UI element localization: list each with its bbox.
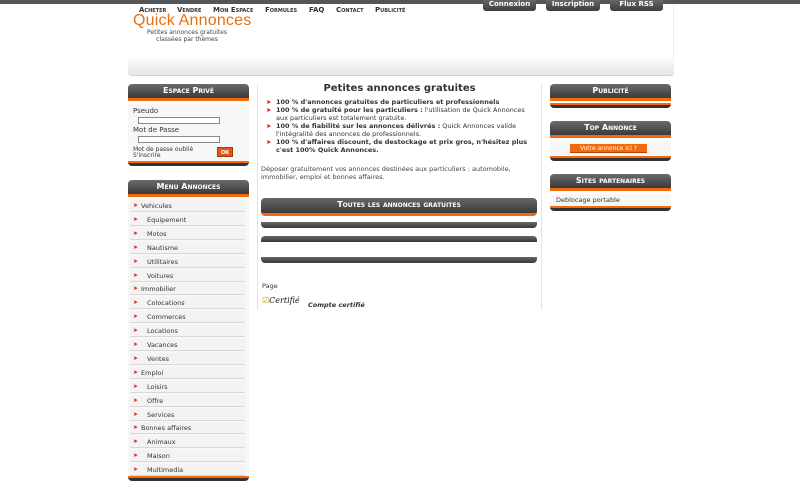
pseudo-label: Pseudo: [133, 107, 159, 115]
password-input[interactable]: [138, 136, 220, 143]
red-arrow-icon: ➤: [133, 215, 139, 223]
menu-item[interactable]: [130, 228, 245, 240]
nav-publicite[interactable]: Publicité: [375, 6, 406, 14]
menu-item-label: Ventes: [147, 354, 169, 363]
top-annonce-header: Top Annonce: [550, 121, 671, 138]
nav-acheter[interactable]: Acheter: [139, 6, 167, 14]
menu-item[interactable]: [130, 367, 245, 379]
promote-ad-button[interactable]: Votre annonce ici ?: [570, 144, 647, 153]
menu-item[interactable]: [130, 297, 245, 309]
menu-item-label: Motos: [147, 229, 167, 238]
menu-item[interactable]: [130, 409, 245, 421]
red-arrow-icon: ➤: [266, 122, 272, 130]
menu-item[interactable]: [130, 381, 245, 393]
menu-item-label: Immobilier: [141, 285, 176, 294]
menu-item-label: Animaux: [147, 438, 176, 447]
menu-item[interactable]: [130, 339, 245, 351]
inscription-link[interactable]: Inscription: [546, 0, 600, 11]
certified-account-label: Compte certifié: [308, 301, 365, 309]
red-arrow-icon: ➤: [133, 327, 139, 335]
top-annonce-footer: [550, 156, 671, 161]
menu-item[interactable]: [130, 270, 245, 282]
red-arrow-icon: ➤: [133, 257, 139, 265]
menu-item-label: Emploi: [141, 368, 164, 377]
menu-item-label: Bonnes affaires: [141, 424, 192, 433]
all-ads-title: Toutes les annonces gratuites: [337, 200, 461, 209]
menu-item-label: Colocations: [147, 299, 185, 308]
red-arrow-icon: ➤: [133, 313, 139, 321]
nav-faq[interactable]: FAQ: [309, 6, 325, 14]
menu-item-label: Offre: [147, 396, 164, 405]
menu-item[interactable]: [130, 283, 245, 295]
red-arrow-icon: ➤: [133, 202, 139, 209]
ads-list-footer: [261, 257, 537, 263]
login-ok-button[interactable]: OK: [217, 147, 233, 157]
menu-item[interactable]: [130, 422, 245, 434]
red-arrow-icon: ➤: [133, 438, 139, 446]
partners-header: Sites partenaires: [550, 174, 671, 191]
red-arrow-icon: ➤: [133, 341, 139, 348]
espace-prive-footer: [128, 161, 249, 166]
menu-item[interactable]: [130, 464, 245, 476]
bullet-text: Quick Annonces valide l'intégralité des annonces de professionnels.: [276, 122, 517, 138]
feature-bullet: [266, 107, 536, 122]
menu-annonces-footer: [128, 476, 249, 481]
tagline-line-2: classées par thèmes: [156, 36, 218, 43]
all-ads-header: [261, 198, 537, 216]
red-arrow-icon: ➤: [133, 410, 139, 418]
menu-item[interactable]: [130, 436, 245, 448]
nav-mon-espace[interactable]: Mon Espace: [213, 6, 254, 14]
menu-item-label: Locations: [147, 327, 178, 336]
red-arrow-icon: ➤: [133, 368, 139, 376]
menu-item-label: Utilitaires: [147, 257, 178, 266]
site-description: Déposer gratuitement vos annonces destinées aux particuliers : automobile, immobilier, emploi et bonnes affaires.: [261, 165, 511, 181]
publicite-header: Publicité: [550, 84, 671, 101]
rss-link[interactable]: Flux RSS: [610, 0, 663, 11]
menu-item[interactable]: [130, 311, 245, 323]
password-label: Mot de Passe: [133, 126, 180, 134]
menu-item-label: Nautisme: [147, 243, 179, 252]
menu-item-label: Vacances: [147, 341, 178, 349]
menu-annonces-header: Menu Annonces: [128, 180, 249, 197]
menu-item-label: Loisirs: [147, 382, 168, 391]
bullet-text: l'utilisation de Quick Annonces aux particuliers est totalement gratuite.: [276, 106, 525, 122]
red-arrow-icon: ➤: [266, 98, 272, 106]
bullet-bold: 100 % d'annonces gratuites de particuliers et professionnels: [276, 98, 500, 106]
red-arrow-icon: ➤: [133, 299, 139, 307]
bullet-bold: 100 % de fiabilité sur les annonces délivrés :: [276, 122, 441, 130]
nav-vendre[interactable]: Vendre: [177, 6, 202, 14]
nav-formules[interactable]: Formules: [265, 6, 298, 14]
partners-footer: [550, 206, 671, 211]
bullet-bold: 100 % d'affaires discount, de destockage et prix gros, n'hésitez plus c'est 100% Quick Annonces.: [276, 138, 528, 154]
pagination-label: Page: [262, 282, 278, 290]
register-link[interactable]: S'inscrire: [133, 152, 161, 159]
menu-item[interactable]: [130, 395, 245, 407]
red-arrow-icon: ➤: [133, 382, 139, 390]
partner-link[interactable]: Deblocage portable: [556, 196, 620, 204]
all-ads-footer: [261, 222, 537, 228]
red-arrow-icon: ➤: [133, 424, 139, 432]
nav-contact[interactable]: Contact: [336, 6, 364, 14]
menu-item-label: Voitures: [147, 271, 174, 280]
menu-item[interactable]: [130, 450, 245, 462]
menu-item-label: Equipement: [147, 215, 187, 224]
tagline-line-1: Petites annonces gratuites: [147, 29, 227, 36]
checkmark-icon: ☑: [262, 296, 270, 305]
menu-item[interactable]: [130, 200, 245, 212]
feature-bullet: [266, 123, 536, 138]
menu-item[interactable]: [130, 325, 245, 337]
red-arrow-icon: ➤: [266, 106, 272, 114]
menu-item-label: Vehicules: [141, 202, 172, 210]
menu-item-label: Multimedia: [147, 466, 184, 475]
certified-logo: [262, 296, 300, 305]
page-title: Petites annonces gratuites: [323, 83, 476, 94]
red-arrow-icon: ➤: [133, 396, 139, 404]
red-arrow-icon: ➤: [266, 138, 272, 146]
menu-item[interactable]: [130, 353, 245, 365]
red-arrow-icon: ➤: [133, 229, 139, 237]
menu-item-label: Commerces: [147, 313, 186, 322]
publicite-footer: [550, 103, 671, 108]
red-arrow-icon: ➤: [133, 271, 139, 279]
bullet-bold: 100 % de gratuité pour les particuliers :: [276, 106, 423, 114]
feature-bullet: [266, 139, 536, 154]
red-arrow-icon: ➤: [133, 354, 139, 362]
menu-item[interactable]: [130, 214, 245, 226]
red-arrow-icon: ➤: [133, 243, 139, 251]
pseudo-input[interactable]: [138, 117, 220, 124]
main-nav: [128, 58, 674, 76]
menu-item[interactable]: [130, 256, 245, 268]
espace-prive-header: Espace Privé: [128, 84, 249, 101]
site-tagline: [133, 29, 241, 43]
connexion-link[interactable]: Connexion: [483, 0, 536, 11]
red-arrow-icon: ➤: [133, 466, 139, 474]
menu-item[interactable]: [130, 242, 245, 254]
certified-logo-text: Certifié: [269, 296, 300, 305]
ads-list-header: [261, 236, 537, 242]
red-arrow-icon: ➤: [133, 452, 139, 460]
menu-item-label: Services: [147, 410, 175, 419]
forgot-password-link[interactable]: Mot de passe oublié: [133, 146, 194, 153]
menu-item-label: Maison: [147, 452, 170, 461]
red-arrow-icon: ➤: [133, 285, 139, 293]
site-logo[interactable]: Quick Annonces: [133, 12, 252, 29]
